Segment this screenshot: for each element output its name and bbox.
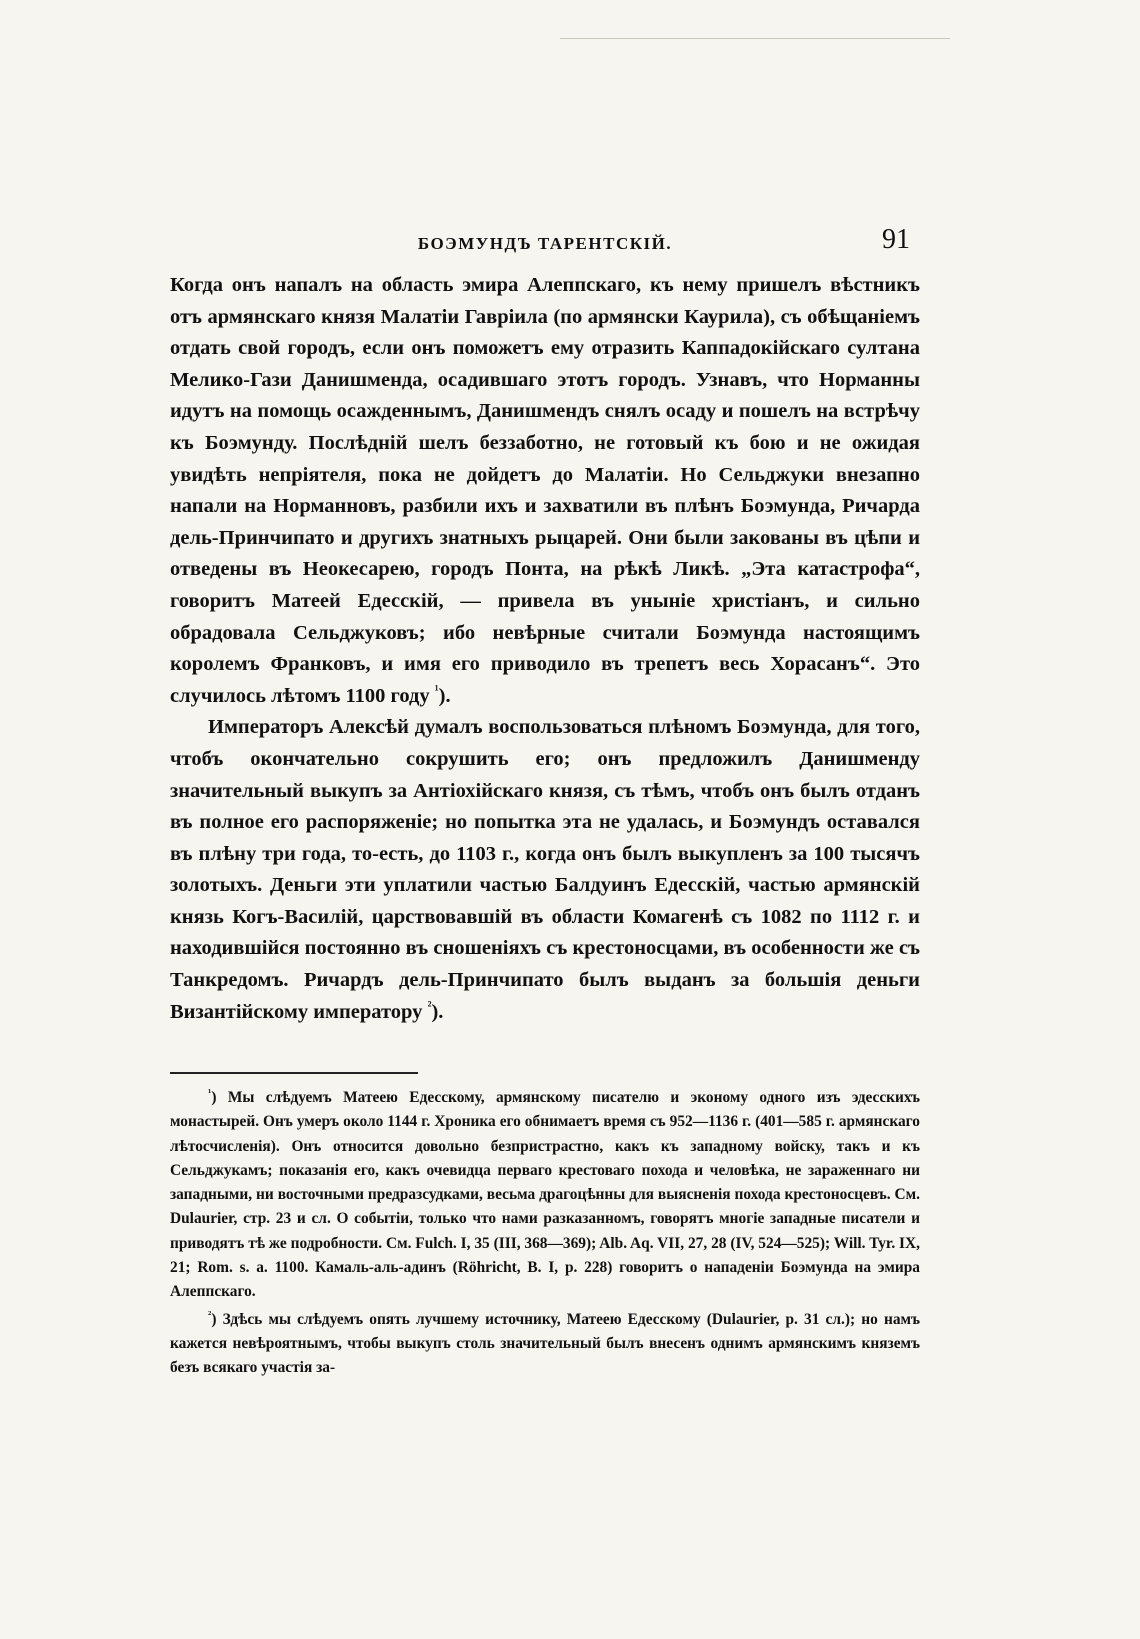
paragraph [170,712,920,1028]
footnote [170,1308,920,1381]
main-text [170,270,920,1028]
scan-edge-line [560,38,950,39]
running-title: БОЭМУНДЪ ТАРЕНТСКІЙ. [417,234,673,253]
footnote [170,1086,920,1305]
page-header [170,224,920,264]
paragraph [170,270,920,712]
footnote-marker: ¹ [208,1086,212,1099]
page-number: 91 [882,224,910,255]
paragraph-end: ). [438,684,451,707]
paragraph-text: Когда онъ напалъ на область эмира Алеппскаго, къ нему пришелъ вѣстникъ отъ армянскаго князя Малатіи Гавріила (по армянски Каурила), съ обѣщаніемъ отдать свой городъ, если онъ поможетъ ему отразить Каппадокійскаго султана Мелико-Гази Данишменда, осадившаго этотъ городъ. Узнавъ, что Норманны идутъ на помощь осажденнымъ, Данишмендъ снялъ осаду и пошелъ на встрѣчу къ Боэмунду. Послѣдній шелъ беззаботно, не готовый къ бою и не ожидая увидѣть непріятеля, пока не дойдетъ до Малатіи. Но Сельджуки внезапно напали на Норманновъ, разбили ихъ и захватили въ плѣнъ Боэмунда, Ричарда дель-Принчипато и другихъ знатныхъ рыцарей. Они были закованы въ цѣпи и отведены въ Неокесарею, городъ Понта, на рѣкѣ Ликѣ. „Эта катастрофа“, говоритъ Матеей Едесскій, — привела въ уныніе христіанъ, и сильно обрадовала Сельджуковъ; ибо невѣрные считали Боэмунда настоящимъ королемъ Франковъ, и имя его приводило въ трепетъ весь Хорасанъ“. Это случилось лѣтомъ 1100 году [170,274,920,707]
footnotes [170,1086,920,1381]
footnote-divider [170,1072,418,1074]
footnote-reference: ² [427,997,432,1013]
paragraph-end: ). [431,1000,444,1023]
footnote-text: ) Мы слѣдуемъ Матеею Едесскому, армянскому писателю и эконому одного изъ эдесскихъ монастырей. Онъ умеръ около 1144 г. Хроника его обнимаетъ время съ 952—1136 г. (401—585 г. армянскаго лѣтосчисленія). Онъ относится довольно безпристрастно, какъ къ западному войску, такъ и къ Сельджукамъ; показанія его, какъ очевидца перваго крестоваго похода и человѣка, не зараженнаго ни западными, ни восточными предразсудками, весьма драгоцѣнны для выясненія похода крестоносцевъ. См. Dulaurier, стр. 23 и сл. О событіи, только что нами разказанномъ, говорятъ многіе западные писатели и приводятъ тѣ же подробности. См. Fulch. I, 35 (III, 368—369); Alb. Aq. VII, 27, 28 (IV, 524—525); Will. Tyr. IX, 21; Rom. s. a. 1100. Камаль-аль-адинъ (Röhricht, B. I, p. 228) говоритъ о нападеніи Боэмунда на эмира Алеппскаго. [170,1089,920,1301]
footnote-text: ) Здѣсь мы слѣдуемъ опять лучшему источнику, Матеею Едесскому (Dulaurier, p. 31 сл.); но намъ кажется невѣроятнымъ, чтобы выкупъ столь значительный былъ внесенъ однимъ армянскимъ княземъ безъ всякаго участія за- [170,1310,920,1377]
paragraph-text: Императоръ Алексѣй думалъ воспользоваться плѣномъ Боэмунда, для того, чтобъ окончательно сокрушить его; онъ предложилъ Данишменду значительный выкупъ за Антіохійскаго князя, съ тѣмъ, чтобъ онъ былъ отданъ въ полное его распоряженіе; но попытка эта не удалась, и Боэмундъ оставался въ плѣну три года, то-есть, до 1103 г., когда онъ былъ выкупленъ за 100 тысячъ золотыхъ. Деньги эти уплатили частью Балдуинъ Едесскій, частью армянскій князь Когъ-Василій, царствовавшій въ области Комагенѣ съ 1082 по 1112 г. и находившійся постоянно въ сношеніяхъ съ крестоносцами, въ особенности же съ Танкредомъ. Ричардъ дель-Принчипато былъ выданъ за большія деньги Византійскому императору [170,716,920,1023]
footnote-reference: ¹ [434,681,439,697]
footnote-marker: ² [208,1308,212,1321]
